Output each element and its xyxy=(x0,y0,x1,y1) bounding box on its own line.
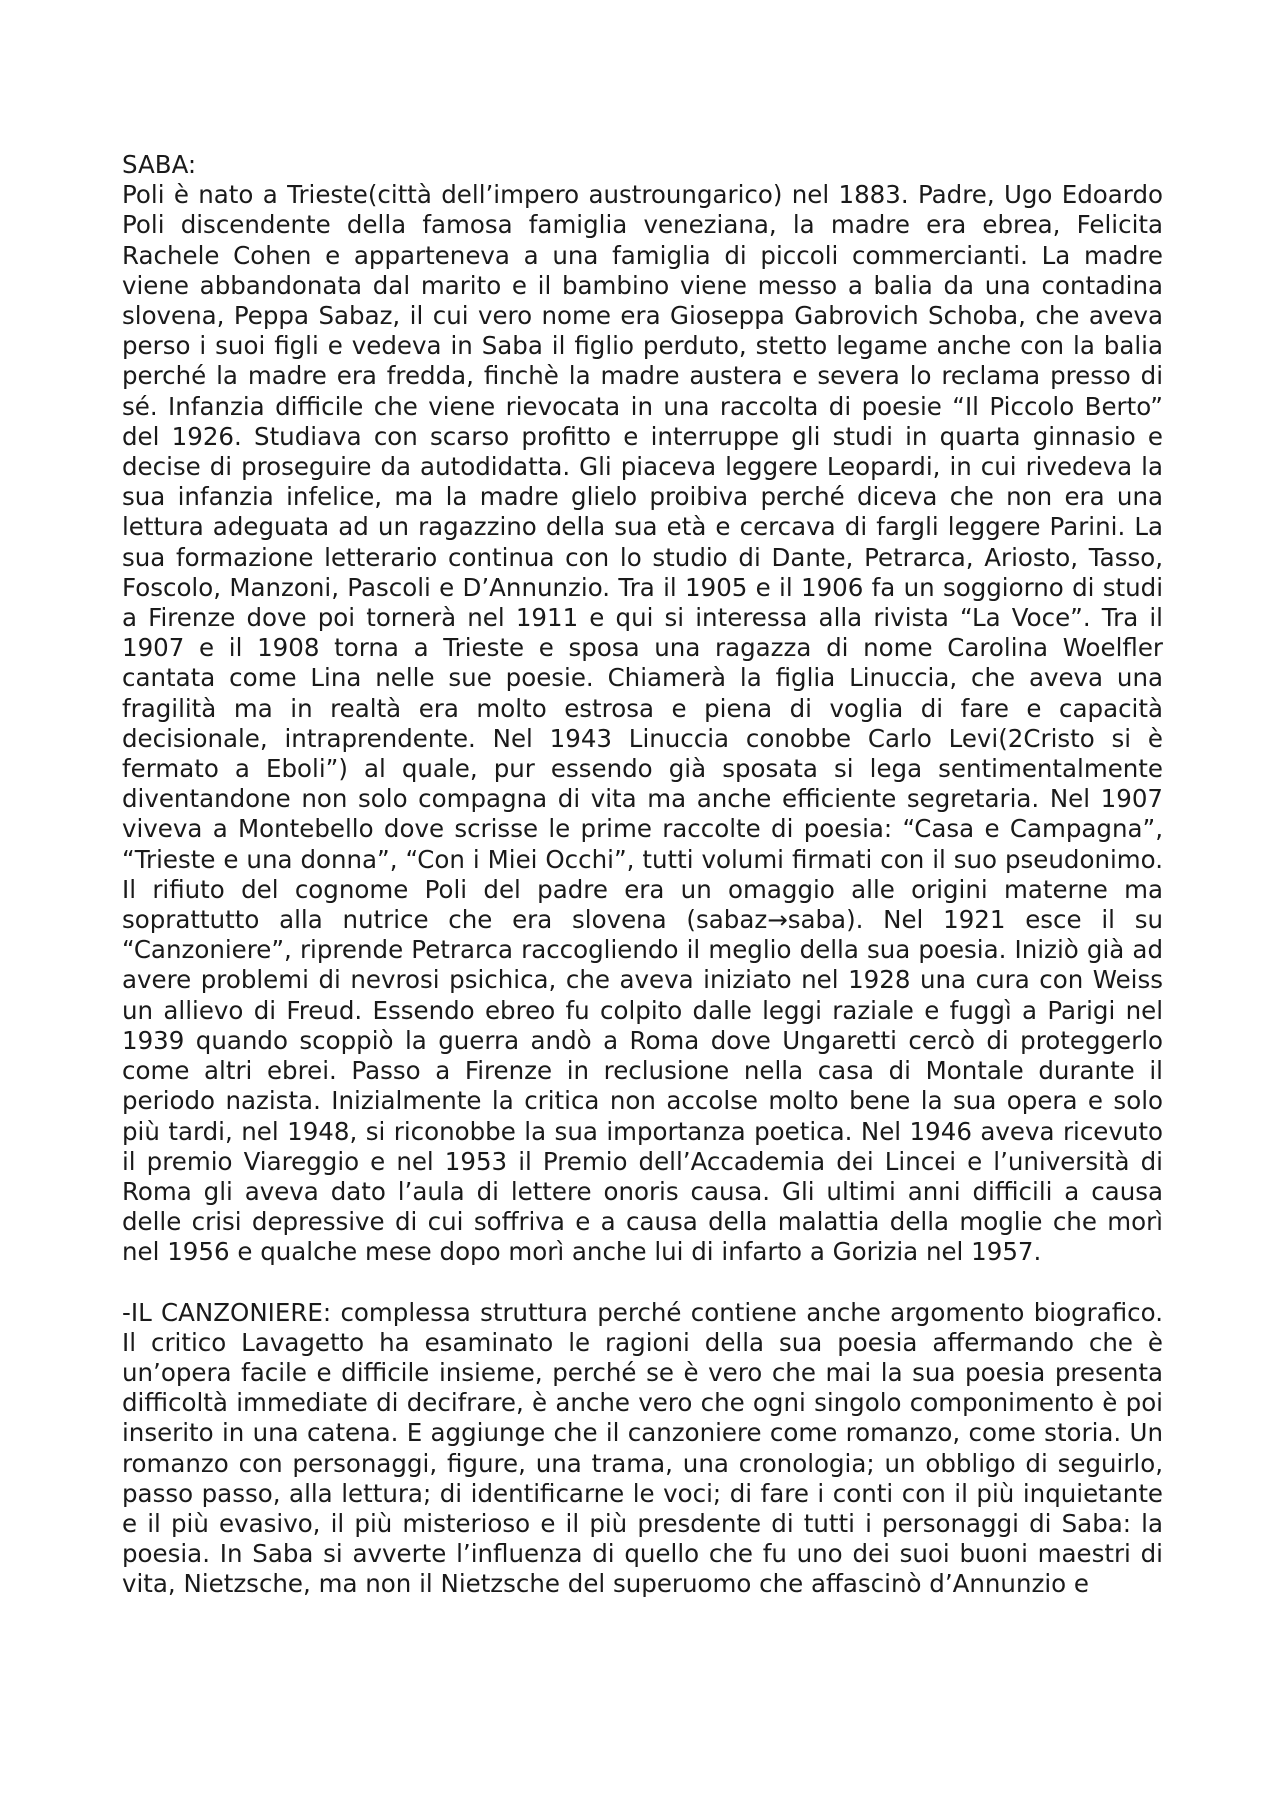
document-heading: SABA: xyxy=(122,150,197,179)
paragraph-canzoniere: -IL CANZONIERE: complessa struttura perché contiene anche argomento biografico. Il critico Lavagetto ha esaminato le ragioni della sua poesia affermando che è un’opera facile e difficile insieme, perché se è vero che mai la sua poesia presenta difficoltà immediate di decifrare, è anche vero che ogni singolo componimento è poi inserito in una catena. E aggiunge che il canzoniere come romanzo, come storia. Un romanzo con personaggi, figure, una trama, una cronologia; un obbligo di seguirlo, passo passo, alla lettura; di identificarne le voci; di fare i conti con il più inquietante e il più evasivo, il più misterioso e il più presdente di tutti i personaggi di Saba: la poesia. In Saba si avverte l’influenza di quello che fu uno dei suoi buoni maestri di vita, Nietzsche, ma non il Nietzsche del superuomo che affascinò d’Annunzio e xyxy=(122,1297,1163,1599)
paragraph-biography: Poli è nato a Trieste(città dell’impero austroungarico) nel 1883. Padre, Ugo Edoardo Poli discendente della famosa famiglia veneziana, la madre era ebrea, Felicita Rachele Cohen e apparteneva a una famiglia di piccoli commercianti. La madre viene abbandonata dal marito e il bambino viene messo a balia da una contadina slovena, Peppa Sabaz, il cui vero nome era Gioseppa Gabrovich Schoba, che aveva perso i suoi figli e vedeva in Saba il figlio perduto, stetto legame anche con la balia perché la madre era fredda, finchè la madre austera e severa lo reclama presso di sé. Infanzia difficile che viene rievocata in una raccolta di poesie “Il Piccolo Berto” del 1926. Studiava con scarso profitto e interruppe gli studi in quarta ginnasio e decise di proseguire da autodidatta. Gli piaceva leggere Leopardi, in cui rivedeva la sua infanzia infelice, ma la madre glielo proibiva perché diceva che non era una lettura adeguata ad un ragazzino della sua età e cercava di fargli leggere Parini. La sua formazione letterario continua con lo studio di Dante, Petrarca, Ariosto, Tasso, Foscolo, Manzoni, Pascoli e D’Annunzio. Tra il 1905 e il 1906 fa un soggiorno di studi a Firenze dove poi tornerà nel 1911 e qui si interessa alla rivista “La Voce”. Tra il 1907 e il 1908 torna a Trieste e sposa una ragazza di nome Carolina Woelfler cantata come Lina nelle sue poesie. Chiamerà la figlia Linuccia, che aveva una fragilità ma in realtà era molto estrosa e piena di voglia di fare e capacità decisionale, intraprendente. Nel 1943 Linuccia conobbe Carlo Levi(2Cristo si è fermato a Eboli”) al quale, pur essendo già sposata si lega sentimentalmente diventandone non solo compagna di vita ma anche efficiente segretaria. Nel 1907 viveva a Montebello dove scrisse le prime raccolte di poesia: “Casa e Campagna”, “Trieste e una donna”, “Con i Miei Occhi”, tutti volumi firmati con il suo pseudonimo. Il rifiuto del cognome Poli del padre era un omaggio alle origini materne ma soprattutto alla nutrice che era slovena (sabaz→saba). Nel 1921 esce il su “Canzoniere”, riprende Petrarca raccogliendo il meglio della sua poesia. Iniziò già ad avere problemi di nevrosi psichica, che aveva iniziato nel 1928 una cura con Weiss un allievo di Freud. Essendo ebreo fu colpito dalle leggi raziale e fuggì a Parigi nel 1939 quando scoppiò la guerra andò a Roma dove Ungaretti cercò di proteggerlo come altri ebrei. Passo a Firenze in reclusione nella casa di Montale durante il periodo nazista. Inizialmente la critica non accolse molto bene la sua opera e solo più tardi, nel 1948, si riconobbe la sua importanza poetica. Nel 1946 aveva ricevuto il premio Viareggio e nel 1953 il Premio dell’Accademia dei Lincei e l’università di Roma gli aveva dato l’aula di lettere onoris causa. Gli ultimi anni difficili a causa delle crisi depressive di cui soffriva e a causa della malattia della moglie che morì nel 1956 e qualche mese dopo morì anche lui di infarto a Gorizia nel 1957. xyxy=(122,180,1163,1267)
document-page xyxy=(122,150,1163,1600)
paragraph-spacer xyxy=(122,1268,1163,1298)
